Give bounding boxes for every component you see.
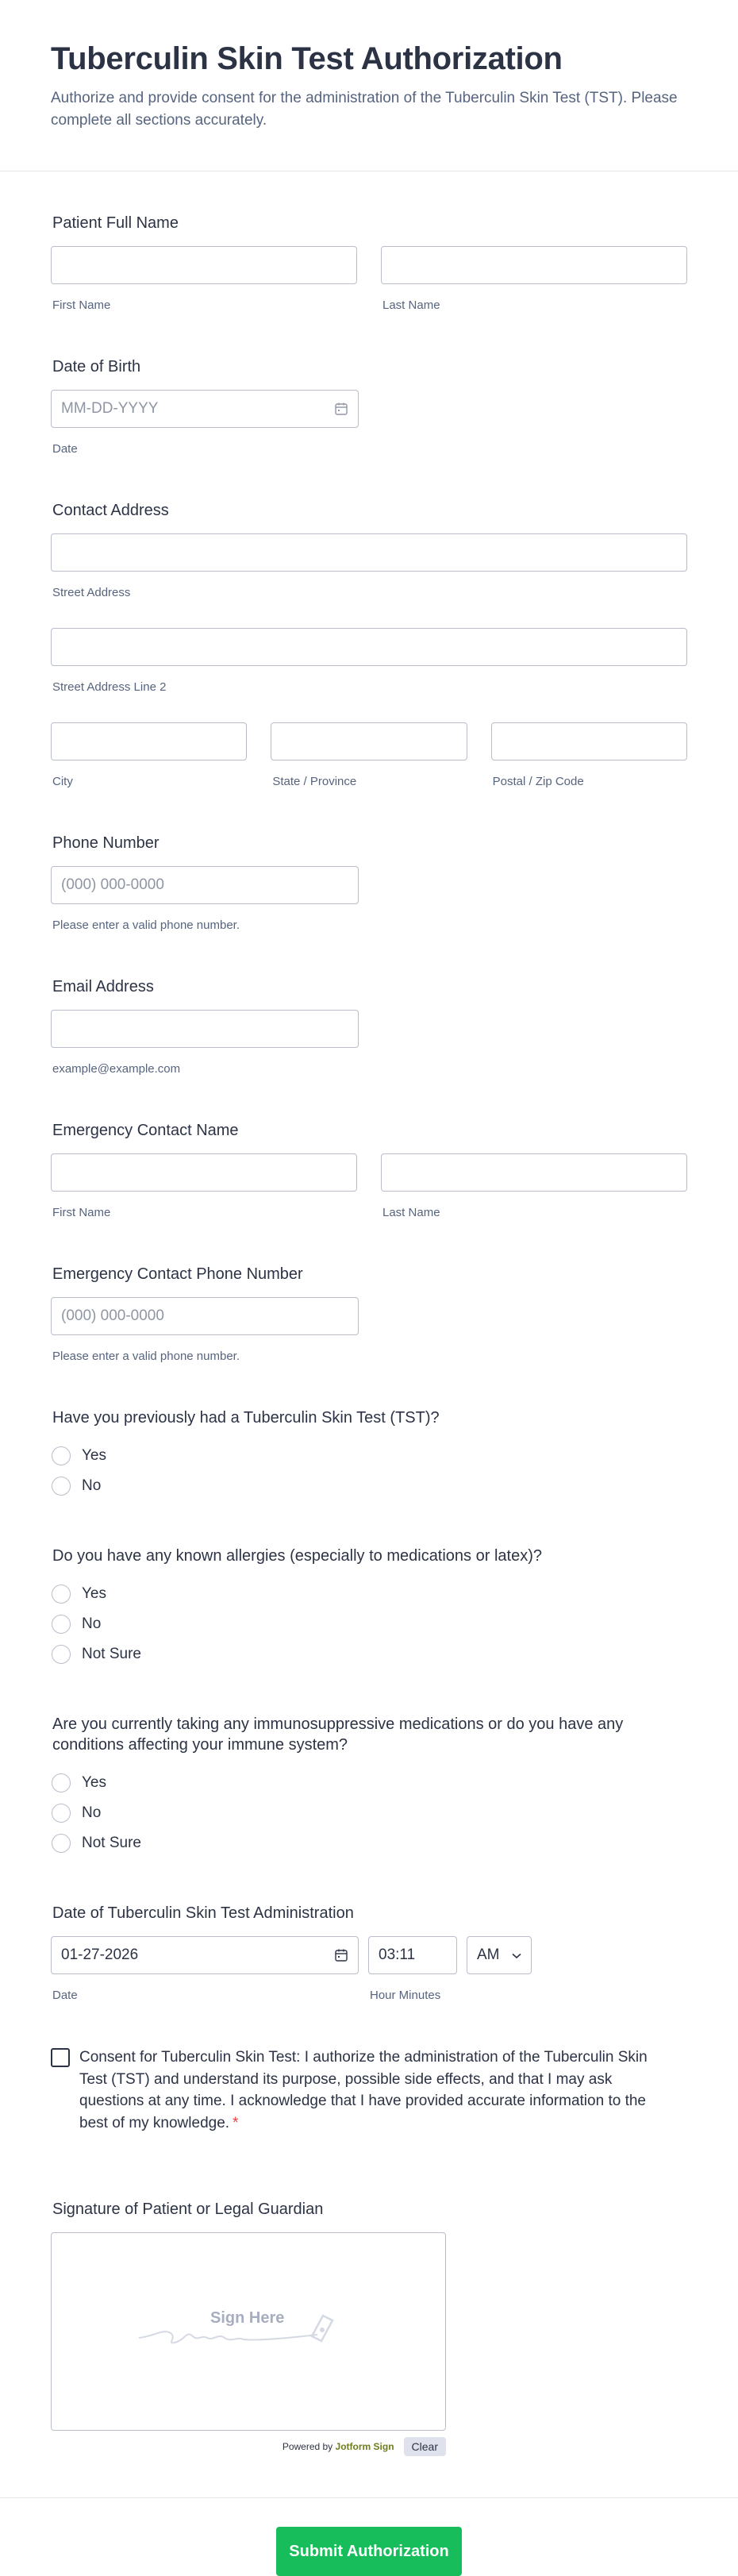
consent-text: Consent for Tuberculin Skin Test: I authorize the administration of the Tuberculin Skin Test (TST) and understand its purpose, possible side effects, and that I may ask questions at any time. I acknowledge that I have provided accurate information to the best of my knowledge. [79,2049,648,2131]
radio-label: No [82,1804,102,1822]
field-sublabel: Date [52,1989,78,2003]
email-field [51,976,687,1076]
powered-by-text: Powered by [282,2441,333,2453]
radio-label: Yes [82,1774,106,1792]
field-sublabel: example@example.com [52,1062,181,1076]
radio-circle[interactable] [52,1477,71,1496]
emergency-phone-input[interactable] [51,1297,359,1335]
calendar-icon[interactable] [334,402,348,416]
signature-pad[interactable] [51,2232,446,2431]
radio-option[interactable] [51,1768,687,1798]
radio-circle[interactable] [52,1645,71,1664]
radio-label: Not Sure [82,1835,141,1852]
field-label: Phone Number [52,834,160,853]
state-input[interactable] [271,722,467,760]
emergency-first-name-input[interactable] [51,1153,357,1192]
email-input[interactable] [51,1010,359,1048]
administration-datetime-field [51,1903,687,2002]
radio-option[interactable] [51,1471,687,1501]
radio-label: Yes [82,1585,106,1603]
field-sublabel: City [52,775,73,789]
field-sublabel: Last Name [382,298,440,313]
radio-label: Not Sure [82,1646,141,1663]
submit-button[interactable]: Submit Authorization [276,2527,462,2576]
administration-time-input[interactable] [368,1936,457,1974]
radio-circle[interactable] [52,1446,71,1465]
field-sublabel: Hour Minutes [370,1989,441,2003]
chevron-down-icon [512,1946,521,1964]
street-address-input[interactable] [51,533,687,572]
field-label: Date of Tuberculin Skin Test Administration [52,1904,354,1923]
field-sublabel: Postal / Zip Code [492,775,584,789]
radio-option[interactable] [51,1828,687,1858]
field-label: Emergency Contact Phone Number [52,1265,303,1284]
patient-first-name-input[interactable] [51,246,357,284]
form-body [0,171,738,2456]
radio-circle[interactable] [52,1615,71,1634]
powered-by [283,2441,394,2452]
administration-time-value: 03:11 [379,1946,416,1964]
administration-date-value: 01-27-2026 [61,1946,139,1964]
phone-input[interactable] [51,866,359,904]
field-label: Emergency Contact Name [52,1122,239,1140]
field-label: Email Address [52,978,154,996]
field-sublabel: Date [52,442,78,456]
phone-field [51,833,687,932]
emergency-name-field [51,1120,687,1219]
ampm-value: AM [477,1946,500,1964]
radio-label: Yes [82,1447,106,1465]
radio-circle[interactable] [52,1834,71,1853]
jotform-sign-brand[interactable]: Jotform Sign [335,2441,394,2453]
field-sublabel: Last Name [382,1206,440,1220]
radio-circle[interactable] [52,1584,71,1604]
radio-label: No [82,1477,102,1495]
field-sublabel: State / Province [272,775,357,789]
dob-placeholder: MM-DD-YYYY [61,400,159,418]
emergency-phone-placeholder: (000) 000-0000 [61,1307,164,1325]
emergency-last-name-input[interactable] [381,1153,687,1192]
zip-input[interactable] [491,722,687,760]
consent-field [51,2047,687,2134]
calendar-icon[interactable] [334,1948,348,1962]
city-input[interactable] [51,722,247,760]
radio-option[interactable] [51,1441,687,1471]
sign-here-placeholder: Sign Here [210,2309,285,2328]
signature-field [51,2199,687,2456]
required-mark: * [233,2114,239,2131]
field-label: Signature of Patient or Legal Guardian [52,2201,324,2219]
radio-option[interactable] [51,1609,687,1639]
page-description: Authorize and provide consent for the administration of the Tuberculin Skin Test (TST). Please complete all sections accurately. [51,90,678,129]
page-title: Tuberculin Skin Test Authorization [51,41,563,76]
field-sublabel: First Name [52,298,111,313]
address-field [51,500,687,788]
immunosuppressive-question [51,1714,687,1858]
field-sublabel: Please enter a valid phone number. [52,1350,240,1364]
form-header [0,0,738,171]
radio-label: No [82,1615,102,1633]
phone-placeholder: (000) 000-0000 [61,876,164,894]
field-label: Patient Full Name [52,214,179,233]
administration-date-input[interactable] [51,1936,359,1974]
field-sublabel: Please enter a valid phone number. [52,918,240,933]
consent-label [79,2047,651,2134]
dob-input[interactable] [51,390,359,428]
consent-checkbox[interactable] [51,2048,70,2067]
submit-area [0,2498,738,2576]
ampm-select[interactable] [467,1936,532,1974]
field-label: Contact Address [52,502,169,520]
allergies-question [51,1546,687,1669]
dob-field [51,356,687,456]
radio-option[interactable] [51,1798,687,1828]
radio-option[interactable] [51,1639,687,1669]
street-address-line2-input[interactable] [51,628,687,666]
patient-name-field [51,213,687,312]
field-sublabel: Street Address [52,586,131,600]
field-sublabel: First Name [52,1206,111,1220]
field-label: Are you currently taking any immunosuppressive medications or do you have any conditions affecting your immune system? [52,1715,624,1754]
field-label: Have you previously had a Tuberculin Skin Test (TST)? [52,1409,440,1427]
radio-circle[interactable] [52,1804,71,1823]
field-sublabel: Street Address Line 2 [52,680,167,695]
patient-last-name-input[interactable] [381,246,687,284]
signature-footer [51,2437,446,2456]
field-label: Date of Birth [52,358,141,376]
radio-circle[interactable] [52,1773,71,1792]
emergency-phone-field [51,1264,687,1363]
clear-signature-button[interactable]: Clear [404,2437,446,2456]
field-label: Do you have any known allergies (especially to medications or latex)? [52,1547,542,1565]
previous-tst-question [51,1407,687,1501]
radio-option[interactable] [51,1579,687,1609]
